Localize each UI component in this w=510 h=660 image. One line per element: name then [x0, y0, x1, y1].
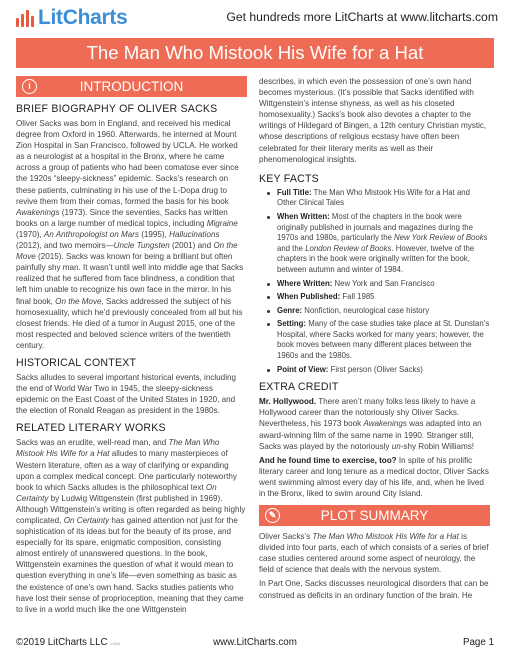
text-run: Sacks addressed the subject of his homosexuality, which he’d previously concealed from all but his closest friends. He died of a tumor in August 2015, one of the most respected and beloved science writers of the twentieth century. — [16, 296, 243, 350]
extra-credit-heading: EXTRA CREDIT — [259, 381, 339, 394]
text-run: And he found time to exercise, too? — [259, 455, 397, 465]
historical-context-heading: HISTORICAL CONTEXT — [16, 356, 137, 369]
text-run: by Ludwig Wittgenstein (first published in 1969). Although Wittgenstein’s writing is often regarded as being highly complicated, — [16, 493, 246, 525]
left-column — [16, 76, 247, 626]
plot-summary-section-bar — [259, 505, 490, 526]
text-run: There aren’t many folks less likely to have a Hollywood career than the notoriously shy Oliver Sacks. Nevertheless, his 1973 book — [259, 397, 476, 429]
key-fact-label: Where Written: — [277, 278, 333, 288]
text-run: On the Move, — [55, 296, 104, 306]
plot-summary-paragraph-2: In Part One, Sacks discusses neurological disorders that can be construed as deficits in an ordinary function of the brain. He — [259, 579, 489, 600]
text-run: Awakenings — [16, 207, 60, 217]
key-facts-list — [259, 188, 490, 376]
key-facts-heading: KEY FACTS — [259, 172, 319, 185]
extra-credit-exercise — [259, 455, 490, 499]
introduction-section-bar — [16, 76, 247, 97]
text-run: The Man Who Mistook His Wife for a Hat — [312, 532, 459, 542]
text-run: New York and San Francisco — [332, 278, 435, 288]
text-run: alludes to many masterpieces of Western literature, often as a way of clarifying or expanding upon a complex medical concept. One particularly noteworthy book to which Sacks alludes is the philosophical text — [16, 449, 237, 492]
related-works-continued: describes, in which even the possession of one’s own hand becomes mysterious. (It’s possible that Sacks identified with Wittgenstein’s intense shyness, as well as his closeted homosexuality.) Sacks’s book also devotes a chapter to the writings of Hildegard of Bingen, a 12th century Christian mystic, whose descriptions of religious ecstasy have often been celebrated for their literary merits as well as their phenomenological insights. — [259, 77, 487, 164]
text-run: is divided into four parts, each of which consists of a series of brief case studies centered around some aspect of neurology, the field of science that deals with the nervous system. — [259, 532, 489, 575]
text-run: (2012), and two memoirs— — [16, 241, 114, 251]
plot-summary-paragraph-1 — [259, 531, 490, 575]
text-run: has gained attention not just for the sophistication of its ideas but for the beauty of its prose, and especially for its spare, enigmatic composition, consisting almost entirely of unanswered questions. In the book, Wittgenstein examines the question of what it would mean to question everything in one’s life—even something as basic as the existence of one’s own hand. Sacks studies patients who have lost their sense of proprioception, meaning that they came to live in a world much like the one Wittgenstein — [16, 516, 244, 614]
related-works-heading: RELATED LITERARY WORKS — [16, 422, 166, 435]
text-run: (2001) and — [169, 241, 214, 251]
text-run: In spite of his prolific literary career and long tenure as a medical doctor, Oliver Sacks went swimming almost every day of his life, and, when he lived in the Bronx, liked to swim around City Island. — [259, 455, 489, 498]
key-fact-label: Setting: — [277, 319, 307, 329]
key-fact-item — [259, 319, 490, 361]
text-run: (1973). Since the seventies, Sacks has written books on a large number of medical topics, including — [16, 207, 228, 228]
bio-paragraph — [16, 118, 247, 351]
bio-heading: BRIEF BIOGRAPHY OF OLIVER SACKS — [16, 103, 218, 115]
page-footer — [16, 637, 494, 651]
key-fact-item — [259, 188, 490, 209]
text-run: Nonfiction, neurological case history — [302, 305, 430, 315]
text-run: On Certainty — [16, 482, 217, 503]
key-fact-label: Genre: — [277, 305, 303, 315]
document-title: The Man Who Mistook His Wife for a Hat — [16, 38, 494, 68]
text-run: (1970), — [16, 229, 44, 239]
text-run: was adapted into an award-winning film of the same name in 1990. Stranger still, Sacks was played by the notoriously — [259, 419, 482, 451]
text-run: (2015). Sacks was known for being a brilliant but often painfully shy man. It wasn’t until well into middle age that Sacks realized that he suffered from face blindness, a condition that left him unable to recognize his own face in the mirror. In his final book, — [16, 252, 244, 306]
info-icon: i — [22, 79, 37, 94]
logo-text: LitCharts — [38, 6, 128, 29]
page-number: Page 1 — [462, 637, 494, 648]
text-run: . However, twelve of the chapters in the book were originally written for the book, between autumn and winter of 1984. — [277, 243, 475, 274]
plot-summary-label: PLOT SUMMARY — [320, 508, 429, 524]
text-run: Mr. Hollywood. — [259, 397, 317, 407]
historical-context-paragraph: Sacks alludes to several important historical events, including the end of World War Two in 1945, the sleepy-sickness epidemic on the East Coast of the United States in 1920, and the election of Ronald Reagan as president in the 1980s. — [16, 372, 236, 416]
text-run: New York Review of Books — [394, 233, 488, 243]
text-run: -shy Robin Williams! — [400, 441, 475, 451]
text-run: London Review of Books — [305, 243, 392, 253]
key-fact-item — [259, 365, 490, 376]
text-run: Uncle Tungsten — [113, 241, 170, 251]
text-run: (1995), — [138, 229, 170, 239]
text-run: Fall 1985 — [340, 292, 375, 302]
key-fact-item — [259, 306, 490, 317]
text-run: un — [391, 441, 401, 451]
text-run: Oliver Sacks’s — [259, 532, 313, 542]
key-fact-label: When Written: — [277, 211, 330, 221]
text-run: On the Move — [16, 241, 238, 262]
text-run: Many of the case studies take place at St. Dunstan’s Hospital, where Sacks worked for many years; however, the book moves between many different places between the 1960s and the 1980s. — [277, 319, 490, 361]
pencil-icon: ✎ — [265, 508, 280, 523]
text-run: Hallucinations — [169, 229, 220, 239]
introduction-label: INTRODUCTION — [79, 79, 184, 94]
text-run: First person (Oliver Sacks) — [328, 364, 423, 374]
extra-credit-hollywood — [259, 396, 490, 451]
logo-bars-icon — [16, 9, 34, 27]
key-fact-label: When Published: — [277, 292, 341, 302]
litcharts-logo[interactable] — [16, 6, 127, 30]
text-run: Oliver Sacks was born in England, and received his medical degree from Oxford in 1960. Afterwards, he interned at Mount Zion Hospital in San Francisco, followed by UCLA. He worked as a neurologist at a hospital in the Bronx, where he came across a group of patients who had been comatose ever since the 1920s “sleepy-sickness” epidemic. Sacks’s research on these patients, culminating in his use of the L-Dopa drug to revive them from their comas, formed the basis for his book — [16, 119, 239, 206]
text-run: Sacks was an erudite, well-read man, and — [16, 438, 169, 448]
key-fact-item — [259, 279, 490, 290]
right-column — [259, 76, 490, 626]
key-fact-item — [259, 212, 490, 276]
copyright-text: ©2019 LitCharts LLC — [16, 637, 108, 648]
page-header — [0, 0, 510, 34]
text-run: An Anthropologist on Mars — [43, 229, 139, 239]
text-run: The Man Who Mistook His Wife for a Hat and Other Clinical Tales — [277, 187, 470, 208]
footer-website-link[interactable]: www.LitCharts.com — [213, 637, 297, 648]
text-run: Migraine — [206, 218, 238, 228]
key-fact-label: Point of View: — [277, 364, 329, 374]
text-run: On Certainty — [63, 516, 110, 525]
text-run: The Man Who Mistook His Wife for a Hat — [16, 438, 220, 459]
text-run: and the — [277, 243, 306, 253]
header-tagline: Get hundreds more LitCharts at www.litcharts.com — [226, 10, 498, 24]
related-works-paragraph — [16, 437, 247, 615]
text-run: Most of the chapters in the book were originally published in journals and magazines during the 1970s and 1980s, particularly the — [277, 211, 473, 243]
text-run: Awakenings — [363, 419, 407, 429]
version-text: v.006 — [110, 641, 120, 646]
key-fact-item — [259, 292, 490, 303]
key-fact-label: Full Title: — [277, 187, 312, 197]
